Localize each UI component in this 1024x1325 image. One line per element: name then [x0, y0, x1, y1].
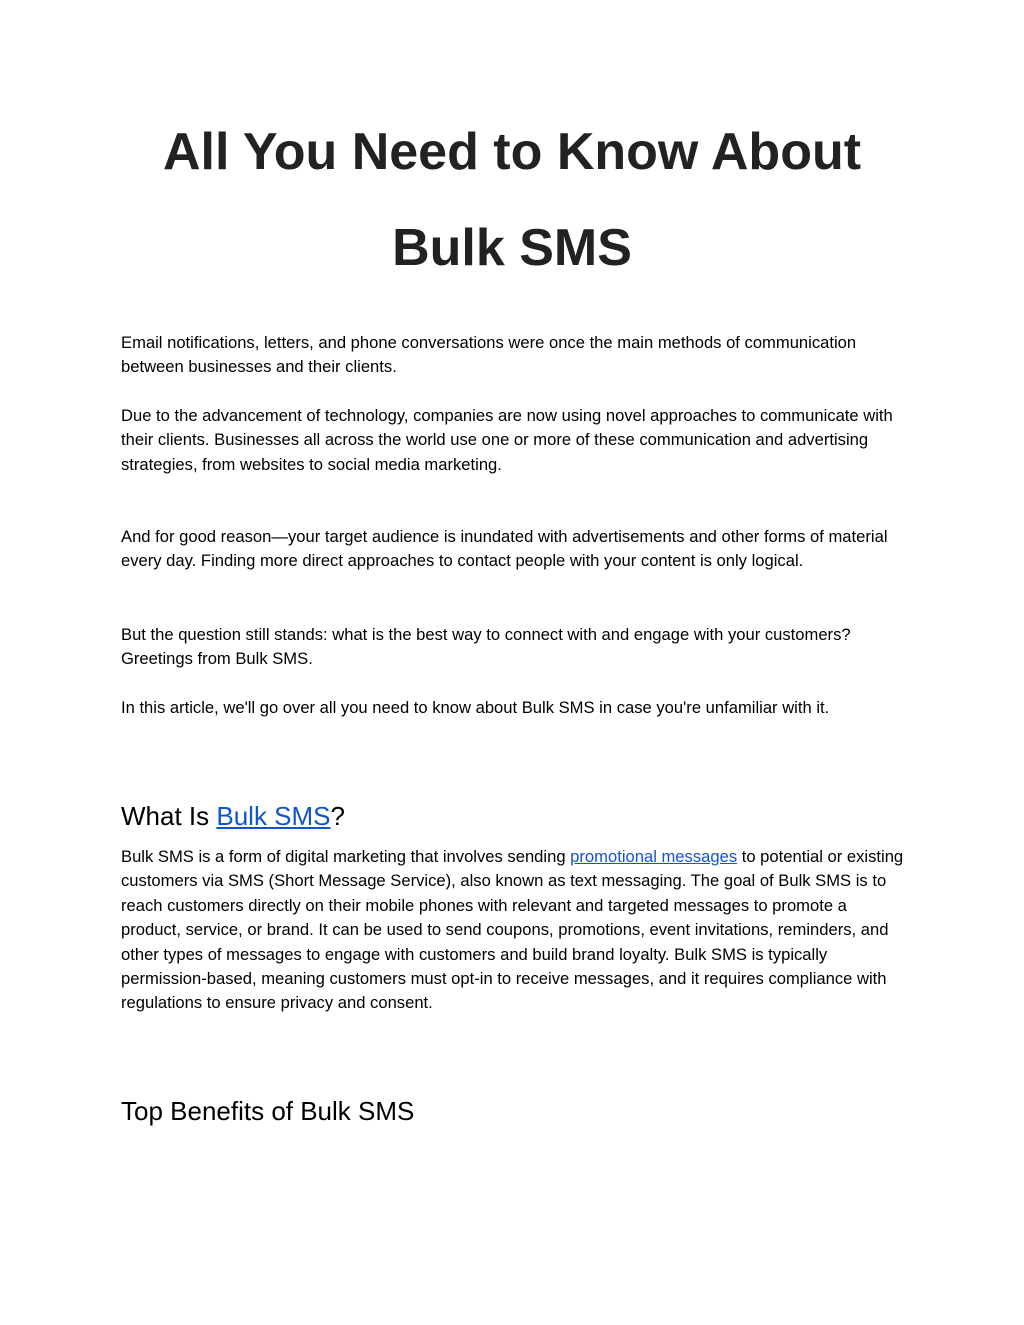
promotional-messages-link[interactable]: promotional messages [570, 847, 738, 866]
bulk-sms-link[interactable]: Bulk SMS [216, 801, 331, 831]
paragraph-technology: Due to the advancement of technology, companies are now using novel approaches to communicate with their clients. Businesses all across the world use one or more of these communication and advertising strategies, from websites to social media marketing. [121, 406, 893, 474]
section-heading-what-is-bulk-sms [121, 800, 345, 832]
document-title-line-1: All You Need to Know About [162, 123, 862, 181]
definition-body: to potential or existing customers via SMS (Short Message Service), also known as text messaging. The goal of Bulk SMS is to reach customers directly on their mobile phones with relevant and targeted messages to promote a product, service, or brand. It can be used to send coupons, promotions, event invitations, reminders, and other types of messages to engage with customers and build brand loyalty. Bulk SMS is typically permission-based, meaning customers must opt-in to receive messages, and it requires compliance with regulations to ensure privacy and consent. [121, 847, 904, 1013]
heading-prefix: What Is [121, 801, 217, 831]
document-title-line-2: Bulk SMS [392, 219, 632, 277]
paragraph-good-reason: And for good reason—your target audience is inundated with advertisements and other forms of material every day. Finding more direct approaches to contact people with your content is only logical. [121, 527, 888, 571]
paragraph-bulk-sms-definition [121, 845, 911, 1016]
paragraph-intro: Email notifications, letters, and phone conversations were once the main methods of communication between businesses and their clients. [121, 333, 857, 377]
heading-suffix: ? [330, 801, 345, 831]
paragraph-article-overview: In this article, we'll go over all you need to know about Bulk SMS in case you're unfamiliar with it. [121, 698, 830, 717]
definition-prefix: Bulk SMS is a form of digital marketing that involves sending [121, 847, 571, 866]
section-heading-top-benefits: Top Benefits of Bulk SMS [121, 1096, 415, 1126]
paragraph-question: But the question still stands: what is the best way to connect with and engage with your customers? Greetings from Bulk SMS. [121, 625, 851, 669]
